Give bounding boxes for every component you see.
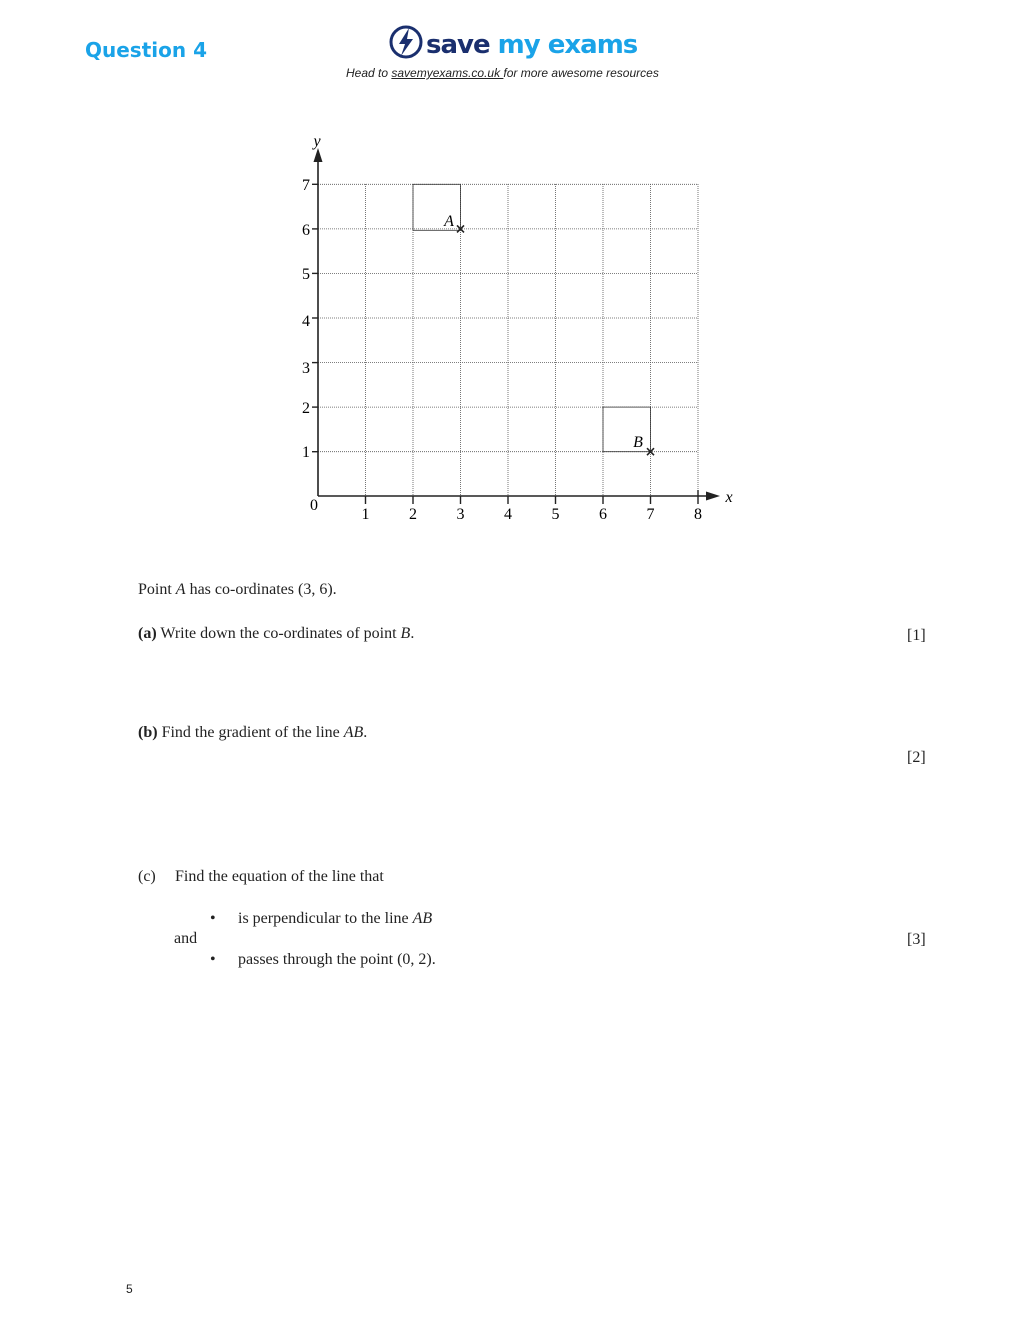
website-link[interactable]: savemyexams.co.uk <box>391 66 504 80</box>
bullet-2-text: passes through the point (0, 2). <box>238 951 436 968</box>
y-tick-label: 1 <box>302 444 310 461</box>
page-number: 5 <box>126 1282 133 1296</box>
part-c-text: Find the equation of the line that <box>175 868 384 885</box>
logo-text-myexams: my exams <box>497 29 638 60</box>
x-axis-label: x <box>725 489 733 506</box>
and-text: and <box>174 930 198 947</box>
question-intro: Point A has co-ordinates (3, 6). <box>138 581 337 598</box>
y-tick-label: 3 <box>302 360 310 377</box>
box-near-point-b <box>603 407 651 452</box>
origin-label: 0 <box>310 497 318 514</box>
y-tick-label: 2 <box>302 400 310 417</box>
tagline-suffix: for more awesome resources <box>503 66 659 80</box>
part-a-label: (a) <box>138 625 157 642</box>
bullet-1-text: is perpendicular to the line AB <box>238 910 433 927</box>
tagline-prefix: Head to <box>346 66 392 80</box>
x-tick-label: 8 <box>694 506 702 523</box>
part-a-text: (a) Write down the co-ordinates of point B. <box>138 625 415 642</box>
y-tick-label: 7 <box>302 177 310 194</box>
x-tick-label: 7 <box>646 506 655 523</box>
x-tick-label: 1 <box>361 506 370 523</box>
x-tick-label: 5 <box>551 506 560 523</box>
bullet-icon: • <box>210 910 216 927</box>
question-title: Question 4 <box>85 38 207 62</box>
coordinate-grid-graph <box>0 0 1024 560</box>
point-b-label: B <box>633 434 643 451</box>
y-tick-label: 6 <box>302 222 310 239</box>
point-a-ref: A <box>175 581 186 598</box>
part-c-label: (c) <box>138 868 156 885</box>
x-tick-label: 2 <box>409 506 417 523</box>
axis-tick-marks <box>312 184 698 504</box>
logo-text-save: save <box>426 29 490 60</box>
point-a-label: A <box>444 213 454 230</box>
y-tick-label: 4 <box>302 313 310 330</box>
part-b-label: (b) <box>138 724 158 741</box>
x-tick-label: 4 <box>504 506 512 523</box>
x-axis-arrow-icon <box>706 492 720 501</box>
bullet-icon: • <box>210 951 216 968</box>
part-b-text: (b) Find the gradient of the line AB. <box>138 724 368 741</box>
part-a-marks: [1] <box>907 627 926 644</box>
y-tick-label: 5 <box>302 266 310 283</box>
part-c-marks: [3] <box>907 931 926 948</box>
y-axis-label: y <box>313 133 321 150</box>
x-tick-label: 6 <box>599 506 607 523</box>
part-b-marks: [2] <box>907 749 926 766</box>
x-tick-label: 3 <box>456 506 465 523</box>
y-axis-arrow-icon <box>314 148 323 162</box>
